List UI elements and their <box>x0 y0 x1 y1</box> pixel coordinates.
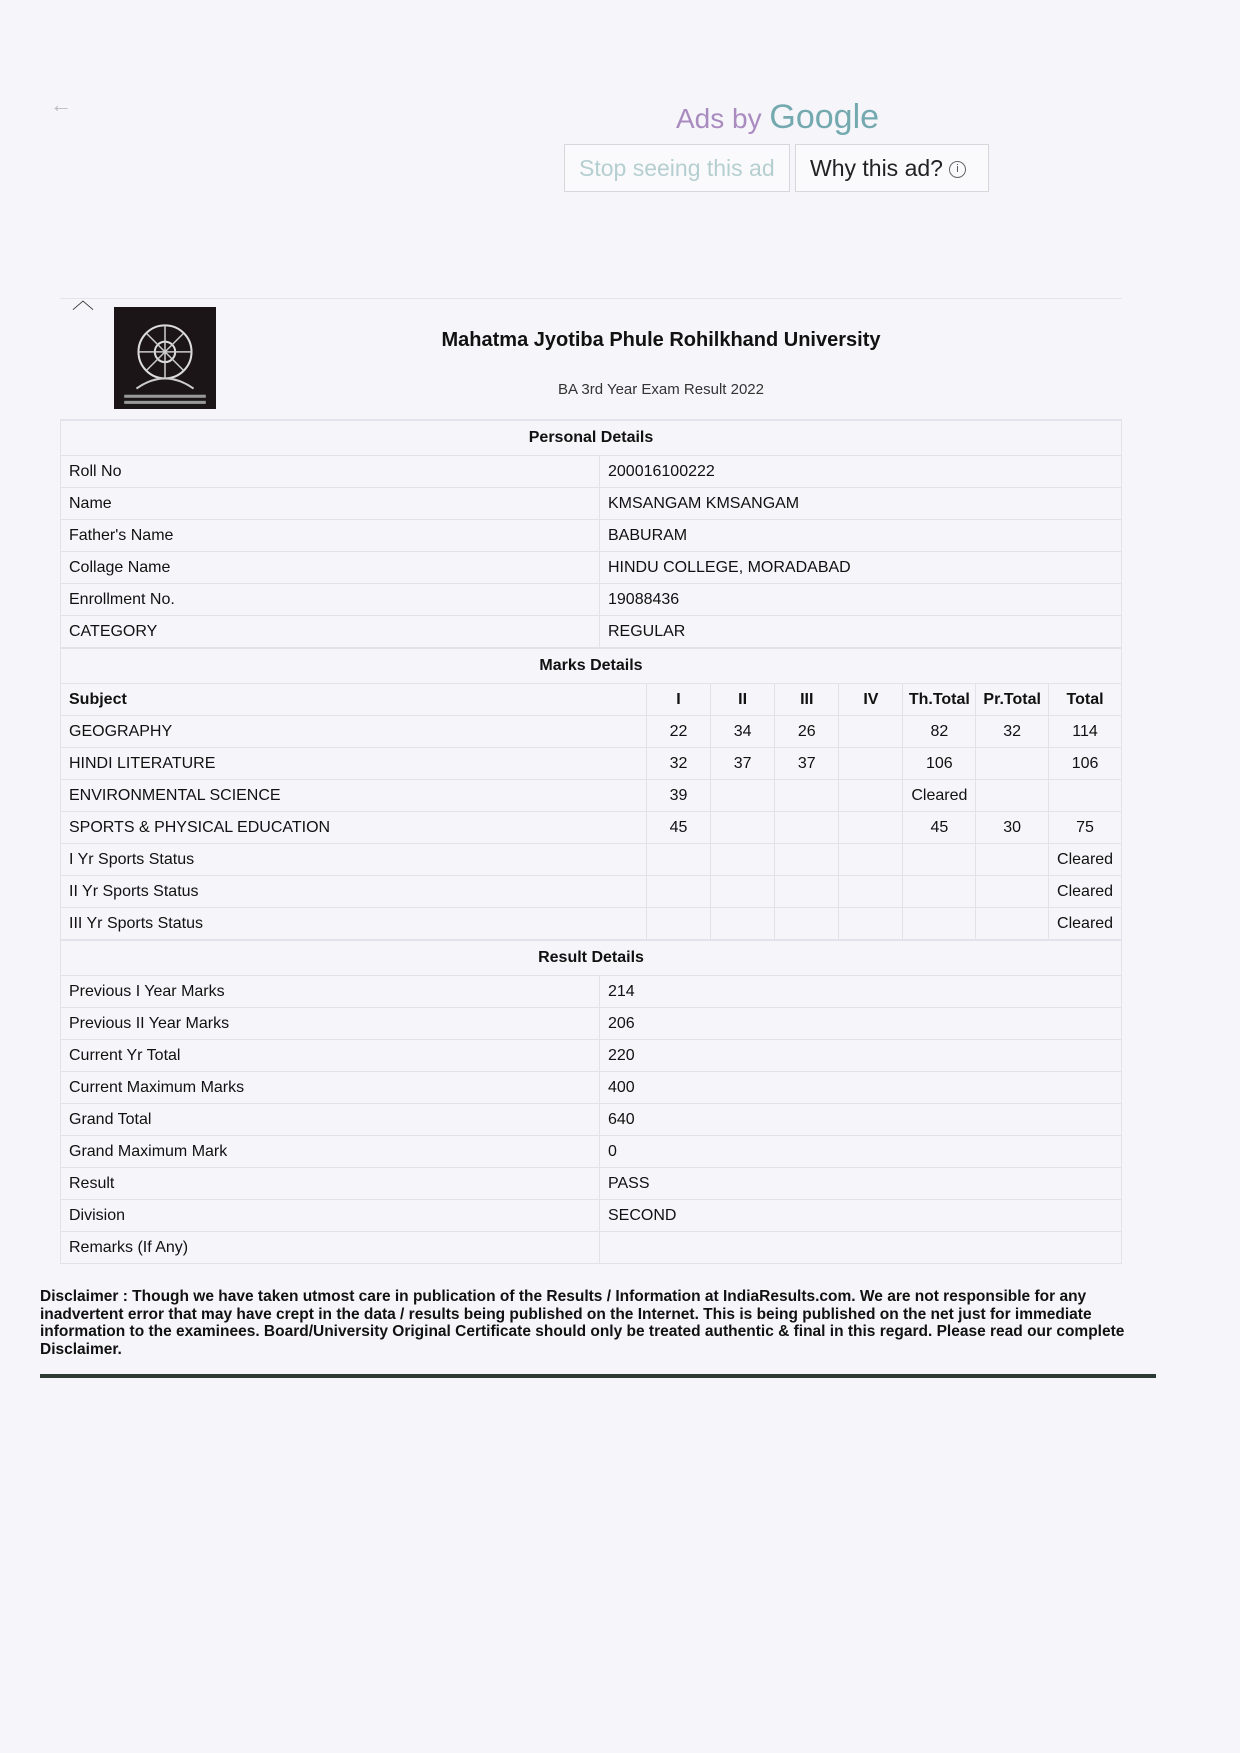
mark-cell: 32 <box>646 748 710 780</box>
mark-cell <box>646 844 710 876</box>
divider <box>40 1374 1156 1378</box>
table-row <box>61 908 1122 940</box>
university-name: Mahatma Jyotiba Phule Rohilkhand University <box>441 329 881 351</box>
field-label: Division <box>61 1200 600 1232</box>
why-this-ad-label: Why this ad? <box>810 155 943 181</box>
table-row <box>61 1072 1122 1104</box>
table-row <box>61 716 1122 748</box>
mark-cell: 32 <box>976 716 1049 748</box>
field-label: Previous I Year Marks <box>61 976 600 1008</box>
mark-cell <box>903 908 976 940</box>
result-header <box>60 298 1122 420</box>
mark-cell: 39 <box>646 780 710 812</box>
table-row <box>61 1040 1122 1072</box>
field-label: Remarks (If Any) <box>61 1232 600 1264</box>
table-row <box>61 1232 1122 1264</box>
marks-details-table <box>60 648 1122 940</box>
subject-cell: II Yr Sports Status <box>61 876 647 908</box>
field-label: Enrollment No. <box>61 584 600 616</box>
mark-cell: 22 <box>646 716 710 748</box>
table-row <box>61 780 1122 812</box>
mark-cell <box>976 876 1049 908</box>
mark-cell <box>839 812 903 844</box>
back-arrow-icon[interactable]: ← <box>50 92 72 117</box>
field-value: 220 <box>600 1040 1122 1072</box>
subject-cell: III Yr Sports Status <box>61 908 647 940</box>
table-row <box>61 456 1122 488</box>
subject-cell: I Yr Sports Status <box>61 844 647 876</box>
field-value: PASS <box>600 1168 1122 1200</box>
field-value <box>600 1232 1122 1264</box>
mark-cell: 106 <box>903 748 976 780</box>
table-row <box>61 1008 1122 1040</box>
field-value: 0 <box>600 1136 1122 1168</box>
mark-cell <box>903 844 976 876</box>
mark-cell <box>775 876 839 908</box>
why-this-ad-button[interactable] <box>795 144 989 192</box>
mark-cell <box>646 876 710 908</box>
field-label: Roll No <box>61 456 600 488</box>
field-label: Collage Name <box>61 552 600 584</box>
mark-cell <box>839 716 903 748</box>
field-value: 200016100222 <box>600 456 1122 488</box>
result-details-table <box>60 940 1122 1264</box>
subject-cell: GEOGRAPHY <box>61 716 647 748</box>
column-header: Subject <box>61 684 647 716</box>
field-value: BABURAM <box>600 520 1122 552</box>
mark-cell <box>775 780 839 812</box>
mark-cell: 45 <box>646 812 710 844</box>
mark-cell <box>976 748 1049 780</box>
field-value: 214 <box>600 976 1122 1008</box>
table-row <box>61 844 1122 876</box>
mark-cell <box>775 844 839 876</box>
mark-cell: 37 <box>775 748 839 780</box>
mark-cell <box>711 876 775 908</box>
table-row <box>61 488 1122 520</box>
mark-cell: 82 <box>903 716 976 748</box>
personal-details-table <box>60 420 1122 648</box>
column-header: II <box>711 684 775 716</box>
table-row <box>61 520 1122 552</box>
mark-cell: 30 <box>976 812 1049 844</box>
mark-cell: 75 <box>1049 812 1122 844</box>
mark-cell <box>839 908 903 940</box>
table-row <box>61 1136 1122 1168</box>
table-row <box>61 1168 1122 1200</box>
personal-details-title: Personal Details <box>61 421 1122 456</box>
field-value: 19088436 <box>600 584 1122 616</box>
mark-cell <box>839 876 903 908</box>
mark-cell <box>976 844 1049 876</box>
mark-cell: 114 <box>1049 716 1122 748</box>
ads-by-label: Ads by <box>676 103 762 134</box>
field-value: HINDU COLLEGE, MORADABAD <box>600 552 1122 584</box>
field-label: Grand Maximum Mark <box>61 1136 600 1168</box>
exam-title: BA 3rd Year Exam Result 2022 <box>558 381 764 398</box>
table-row <box>61 976 1122 1008</box>
field-value: REGULAR <box>600 616 1122 648</box>
mark-cell <box>711 780 775 812</box>
mark-cell <box>711 812 775 844</box>
mark-cell <box>1049 780 1122 812</box>
field-label: Current Maximum Marks <box>61 1072 600 1104</box>
subject-cell: SPORTS & PHYSICAL EDUCATION <box>61 812 647 844</box>
field-label: Name <box>61 488 600 520</box>
mark-cell <box>839 780 903 812</box>
mark-cell: 34 <box>711 716 775 748</box>
field-value: 206 <box>600 1008 1122 1040</box>
subject-cell: HINDI LITERATURE <box>61 748 647 780</box>
mark-cell: 26 <box>775 716 839 748</box>
field-value: 400 <box>600 1072 1122 1104</box>
ads-by-google <box>676 98 879 137</box>
mark-cell: 45 <box>903 812 976 844</box>
column-header: Th.Total <box>903 684 976 716</box>
mark-cell: Cleared <box>1049 908 1122 940</box>
field-label: Previous II Year Marks <box>61 1008 600 1040</box>
mark-cell <box>711 908 775 940</box>
table-row <box>61 1200 1122 1232</box>
mark-cell: Cleared <box>903 780 976 812</box>
field-label: Current Yr Total <box>61 1040 600 1072</box>
mark-cell <box>839 844 903 876</box>
field-value: KMSANGAM KMSANGAM <box>600 488 1122 520</box>
stop-seeing-ad-label: Stop seeing this ad <box>579 155 775 181</box>
mark-cell: Cleared <box>1049 844 1122 876</box>
column-header: Total <box>1049 684 1122 716</box>
column-header: IV <box>839 684 903 716</box>
table-row <box>61 876 1122 908</box>
mark-cell <box>646 908 710 940</box>
result-panel <box>60 298 1122 1264</box>
column-header: III <box>775 684 839 716</box>
mark-cell: 37 <box>711 748 775 780</box>
marks-header-row <box>61 684 1122 716</box>
field-label: Father's Name <box>61 520 600 552</box>
field-value: 640 <box>600 1104 1122 1136</box>
google-brand: Google <box>769 98 880 136</box>
result-details-title: Result Details <box>61 941 1122 976</box>
table-row <box>61 812 1122 844</box>
field-label: Grand Total <box>61 1104 600 1136</box>
stop-seeing-ad-button[interactable] <box>564 144 790 192</box>
table-row <box>61 616 1122 648</box>
info-icon: i <box>949 161 966 178</box>
table-row <box>61 552 1122 584</box>
field-label: CATEGORY <box>61 616 600 648</box>
field-value: SECOND <box>600 1200 1122 1232</box>
mark-cell <box>903 876 976 908</box>
mark-cell <box>775 908 839 940</box>
mark-cell <box>839 748 903 780</box>
mark-cell: Cleared <box>1049 876 1122 908</box>
field-label: Result <box>61 1168 600 1200</box>
table-row <box>61 584 1122 616</box>
mark-cell: 106 <box>1049 748 1122 780</box>
disclaimer-text: Disclaimer : Though we have taken utmost care in publication of the Results / Information at IndiaResults.com. We are not responsible for any inadvertent error that may have crept in the data / results being published on the Internet. This is being published on the net just for immediate information to the examinees. Board/University Original Certificate should only be treated authentic & final in this regard. Please read our complete Disclaimer. <box>40 1288 1125 1358</box>
table-row <box>61 1104 1122 1136</box>
chevron-up-icon[interactable]: ︿ <box>72 288 95 313</box>
mark-cell <box>976 908 1049 940</box>
mark-cell <box>976 780 1049 812</box>
marks-details-title: Marks Details <box>61 649 1122 684</box>
column-header: Pr.Total <box>976 684 1049 716</box>
column-header: I <box>646 684 710 716</box>
table-row <box>61 748 1122 780</box>
subject-cell: ENVIRONMENTAL SCIENCE <box>61 780 647 812</box>
mark-cell <box>711 844 775 876</box>
mark-cell <box>775 812 839 844</box>
